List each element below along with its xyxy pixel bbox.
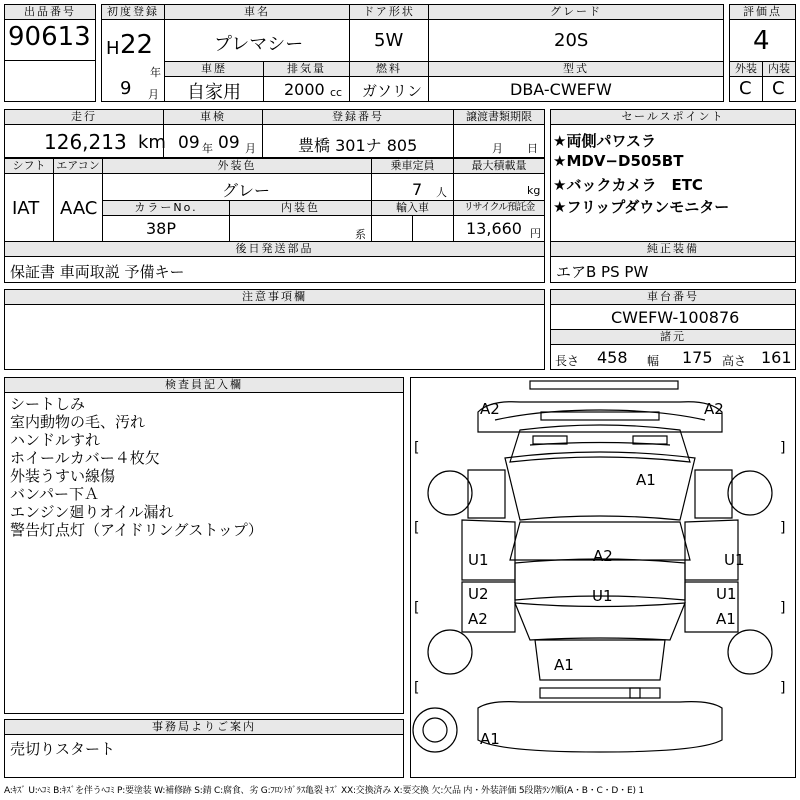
hdr-equipment: 純正装備 <box>550 241 796 257</box>
hdr-recycle: リサイクル預託金 <box>453 200 545 216</box>
length-label: 長さ <box>555 354 580 368</box>
mark-u1-right-rear-door: U1 <box>716 585 737 603</box>
plate-number: 豊橋 301ナ 805 <box>298 136 418 155</box>
mark-u2-left-rear-door: U2 <box>468 585 489 603</box>
hdr-later-parts: 後日発送部品 <box>4 241 545 257</box>
hdr-type: 型式 <box>428 61 724 77</box>
inspector-note-7: エンジン廻りオイル漏れ <box>10 503 174 521</box>
sales-point-3: ★バックカメラ ETC <box>553 176 703 194</box>
transfer-month-unit: 月 <box>492 142 503 155</box>
hdr-int-color: 内装色 <box>229 200 372 216</box>
mark-u1-right-front-door: U1 <box>724 551 745 569</box>
vehicle-history: 自家用 <box>187 82 241 103</box>
inspector-note-3: ハンドルすれ <box>10 431 101 449</box>
int-color-unit: 系 <box>355 228 366 241</box>
svg-text:]: ] <box>780 520 786 536</box>
mileage: 126,213 <box>44 130 127 154</box>
hdr-import: 輸入車 <box>371 200 454 216</box>
listing-no: 90613 <box>8 22 91 52</box>
hdr-fuel: 燃料 <box>349 61 429 77</box>
inspection-month: 09 <box>218 133 240 153</box>
hdr-history: 車歴 <box>164 61 264 77</box>
svg-text:]: ] <box>780 600 786 616</box>
air-conditioner: AAC <box>60 198 98 219</box>
height: 161 <box>761 348 792 367</box>
mark-a1-tailgate: A1 <box>554 656 574 674</box>
legend: A:ｷｽﾞ U:ﾍｺﾐ B:ｷｽﾞを伴うﾍｺﾐ P:要塗装 W:補修跡 S:錆 C:腐食、劣 G:ﾌﾛﾝﾄｶﾞﾗｽ亀裂 ｷｽﾞ XX:交換済み X:要交換 欠:欠品 内・外装評価 5段階ﾗﾝｸ順(A・B・C・D・E) 1 <box>4 786 644 796</box>
hdr-grade: グレード <box>428 4 724 20</box>
hdr-ac: エアコン <box>53 158 103 174</box>
sales-point-1: ★両側パワスラ <box>553 132 656 150</box>
model-type: DBA-CWEFW <box>510 80 612 99</box>
inspection-year: 09 <box>178 133 200 153</box>
mark-u1-left-front-door: U1 <box>468 551 489 569</box>
width: 175 <box>682 348 713 367</box>
hdr-listing-no: 出品番号 <box>4 4 96 20</box>
svg-text:[: [ <box>414 520 420 536</box>
mileage-unit: km <box>138 132 166 153</box>
grade: 20S <box>554 30 589 51</box>
hdr-shift: シフト <box>4 158 54 174</box>
interior-score: C <box>772 78 785 99</box>
equipment: エアB PS PW <box>556 263 649 281</box>
mark-u1-roof-rear: U1 <box>592 587 613 605</box>
color-no: 38P <box>146 219 177 238</box>
overall-score: 4 <box>753 26 770 56</box>
reg-year: 22 <box>120 30 154 60</box>
width-label: 幅 <box>647 354 660 368</box>
sales-point-2: ★MDV−D505BT <box>553 152 684 170</box>
svg-text:]: ] <box>780 680 786 696</box>
hdr-chassis: 車台番号 <box>550 289 796 305</box>
hdr-interior: 内装 <box>762 61 796 77</box>
ext-color: グレー <box>222 181 271 200</box>
capacity-unit: 人 <box>436 186 447 199</box>
hdr-transfer: 譲渡書類期限 <box>453 109 545 125</box>
hdr-score: 評価点 <box>729 4 796 20</box>
mark-a1-right-rear: A1 <box>716 610 736 628</box>
hdr-sales-points: セールスポイント <box>550 109 796 125</box>
model-name: プレマシー <box>214 34 304 55</box>
mark-a2-roof: A2 <box>593 547 613 565</box>
height-label: 高さ <box>722 354 747 368</box>
fuel: ガソリン <box>362 82 423 100</box>
svg-text:[: [ <box>414 440 420 456</box>
reg-month: 9 <box>120 78 132 99</box>
length: 458 <box>597 348 628 367</box>
recycle-unit: 円 <box>530 227 541 240</box>
inspection-year-unit: 年 <box>202 142 213 155</box>
door-shape: 5W <box>374 30 404 51</box>
hdr-office: 事務局よりご案内 <box>4 719 404 735</box>
hdr-dims: 諸元 <box>550 329 796 345</box>
hdr-first-reg: 初度登録 <box>101 4 165 20</box>
hdr-color-no: カラーNo. <box>102 200 230 216</box>
sales-point-4: ★フリップダウンモニター <box>553 198 730 216</box>
mark-a2-front-left: A2 <box>480 400 500 418</box>
displacement: 2000 <box>284 80 325 99</box>
inspector-note-5: 外装うすい線傷 <box>10 467 116 485</box>
mark-a1-rear-bumper: A1 <box>480 730 500 748</box>
inspection-month-unit: 月 <box>245 142 256 155</box>
hdr-notes: 注意事項欄 <box>4 289 545 305</box>
inspector-note-8: 警告灯点灯（アイドリングストップ） <box>10 521 263 539</box>
reg-year-unit: 年 <box>150 66 161 79</box>
reg-month-unit: 月 <box>148 88 159 101</box>
svg-text:[: [ <box>414 680 420 696</box>
hdr-mileage: 走行 <box>4 109 164 125</box>
hdr-door: ドア形状 <box>349 4 429 20</box>
office-note: 売切りスタート <box>10 740 116 758</box>
exterior-score: C <box>739 78 752 99</box>
inspector-note-4: ホイールカバー４枚欠 <box>10 449 160 467</box>
mark-a2-front-right: A2 <box>704 400 724 418</box>
svg-text:[: [ <box>414 600 420 616</box>
svg-text:]: ] <box>780 440 786 456</box>
hdr-exterior: 外装 <box>729 61 763 77</box>
hdr-capacity: 乗車定員 <box>371 158 454 174</box>
hdr-load: 最大積載量 <box>453 158 545 174</box>
inspector-note-6: バンパー下Ａ <box>10 485 99 503</box>
transfer-day-unit: 日 <box>527 142 538 155</box>
inspector-note-1: シートしみ <box>10 395 86 413</box>
chassis-number: CWEFW-100876 <box>611 308 740 327</box>
hdr-displacement: 排気量 <box>263 61 350 77</box>
hdr-ext-color: 外装色 <box>102 158 372 174</box>
mark-a2-left-rear: A2 <box>468 610 488 628</box>
load-unit: kg <box>527 184 541 197</box>
hdr-inspector: 検査員記入欄 <box>4 377 404 393</box>
mark-a1-hood: A1 <box>636 471 656 489</box>
inspector-note-2: 室内動物の毛、汚れ <box>10 413 146 431</box>
hdr-model-name: 車名 <box>164 4 350 20</box>
hdr-plate: 登録番号 <box>262 109 454 125</box>
shift: IAT <box>12 198 40 219</box>
recycle-fee: 13,660 <box>466 219 522 238</box>
later-parts: 保証書 車両取説 予備キー <box>10 263 185 281</box>
displacement-unit: cc <box>330 86 343 99</box>
hdr-inspection: 車検 <box>163 109 263 125</box>
capacity: 7 <box>412 180 423 199</box>
era: H <box>106 38 120 59</box>
